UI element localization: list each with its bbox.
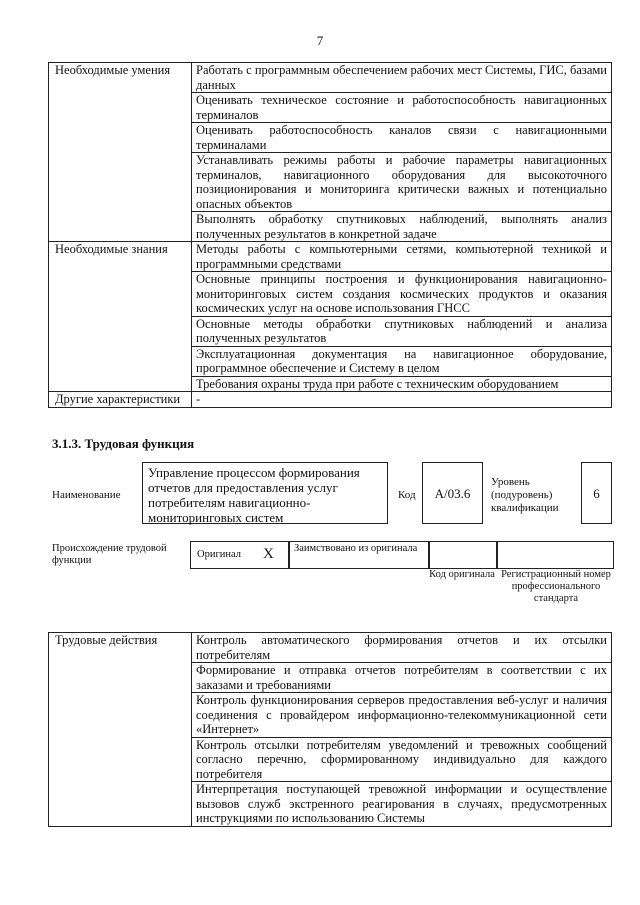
- table-cell: Требования охраны труда при работе с техническим оборудованием: [192, 376, 612, 392]
- actions-table: [48, 632, 612, 827]
- table-cell: Выполнять обработку спутниковых наблюдений, выполнять анализ полученных результатов в конкретной задаче: [192, 212, 612, 242]
- section-title: 3.1.3. Трудовая функция: [52, 436, 195, 451]
- name-label: Наименование: [52, 489, 121, 501]
- table-row: [49, 392, 612, 408]
- code-value: А/03.6: [434, 486, 471, 501]
- function-name: Управление процессом формирования отчетов для предоставления услуг потребителям навигационно-мониторинговых систем: [148, 465, 360, 525]
- origin-label: Происхождение трудовой функции: [52, 543, 167, 566]
- row-label: Необходимые знания: [49, 242, 192, 392]
- code-label: Код: [398, 489, 416, 501]
- function-name-box: [142, 462, 388, 524]
- table-cell: Основные методы обработки спутниковых наблюдений и анализа полученных результатов: [192, 316, 612, 346]
- borrowed-label: Заимствовано из оригинала: [294, 543, 418, 554]
- code-original-cell: [428, 541, 498, 569]
- original-cell: [190, 541, 290, 569]
- row-label: Необходимые умения: [49, 63, 192, 242]
- row-label: Другие характеристики: [49, 392, 192, 408]
- table-cell: Контроль автоматического формирования отчетов и их отсылки потребителям: [192, 633, 612, 663]
- table-cell: Контроль функционирования серверов предоставления веб-услуг и наличия соединения с провайдером информационно-телекоммуникационной сети «Интернет»: [192, 693, 612, 738]
- table-row: [49, 242, 612, 272]
- original-label: Оригинал: [197, 549, 241, 560]
- table-cell: Интерпретация поступающей тревожной информации и осуществление вызовов служб экстренного реагирования в случаях, предусмотренных инструкциями по использованию Системы: [192, 782, 612, 827]
- table-cell: Методы работы с компьютерными сетями, компьютерной техникой и программными средствами: [192, 242, 612, 272]
- code-original-caption: Код оригинала: [429, 569, 495, 580]
- row-label: Трудовые действия: [49, 633, 192, 827]
- table-row: [49, 633, 612, 663]
- borrowed-cell: [288, 541, 430, 569]
- level-label: Уровень (подуровень) квалификации: [491, 476, 559, 514]
- reg-number-cell: [496, 541, 614, 569]
- table-cell: -: [192, 392, 612, 408]
- table-cell: Основные принципы построения и функционирования навигационно-мониторинговых систем создания космических продуктов и оказания космических услуг на основе использования ГНСС: [192, 272, 612, 317]
- level-box: [581, 462, 612, 524]
- table-cell: Устанавливать режимы работы и рабочие параметры навигационных терминалов, навигационного оборудования для высокоточного позиционирования и мониторинга критически важных и потенциально опасных объектов: [192, 153, 612, 212]
- table-cell: Оценивать техническое состояние и работоспособность навигационных терминалов: [192, 93, 612, 123]
- skills-knowledge-table: [48, 62, 612, 408]
- page-number: 7: [316, 33, 324, 48]
- table-cell: Работать с программным обеспечением рабочих мест Системы, ГИС, базами данных: [192, 63, 612, 93]
- code-box: [422, 462, 483, 524]
- original-mark: X: [263, 546, 274, 562]
- table-row: [49, 63, 612, 93]
- table-cell: Контроль отсылки потребителям уведомлений и тревожных сообщений согласно перечню, сформированному индивидуально для каждого потребителя: [192, 737, 612, 782]
- reg-number-caption: Регистрационный номер профессионального стандарта: [501, 569, 611, 604]
- level-value: 6: [593, 486, 600, 501]
- table-cell: Оценивать работоспособность каналов связи с навигационными терминалами: [192, 123, 612, 153]
- table-cell: Эксплуатационная документация на навигационное оборудование, программное обеспечение и Систему в целом: [192, 346, 612, 376]
- table-cell: Формирование и отправка отчетов потребителям в соответствии с их заказами и требованиями: [192, 663, 612, 693]
